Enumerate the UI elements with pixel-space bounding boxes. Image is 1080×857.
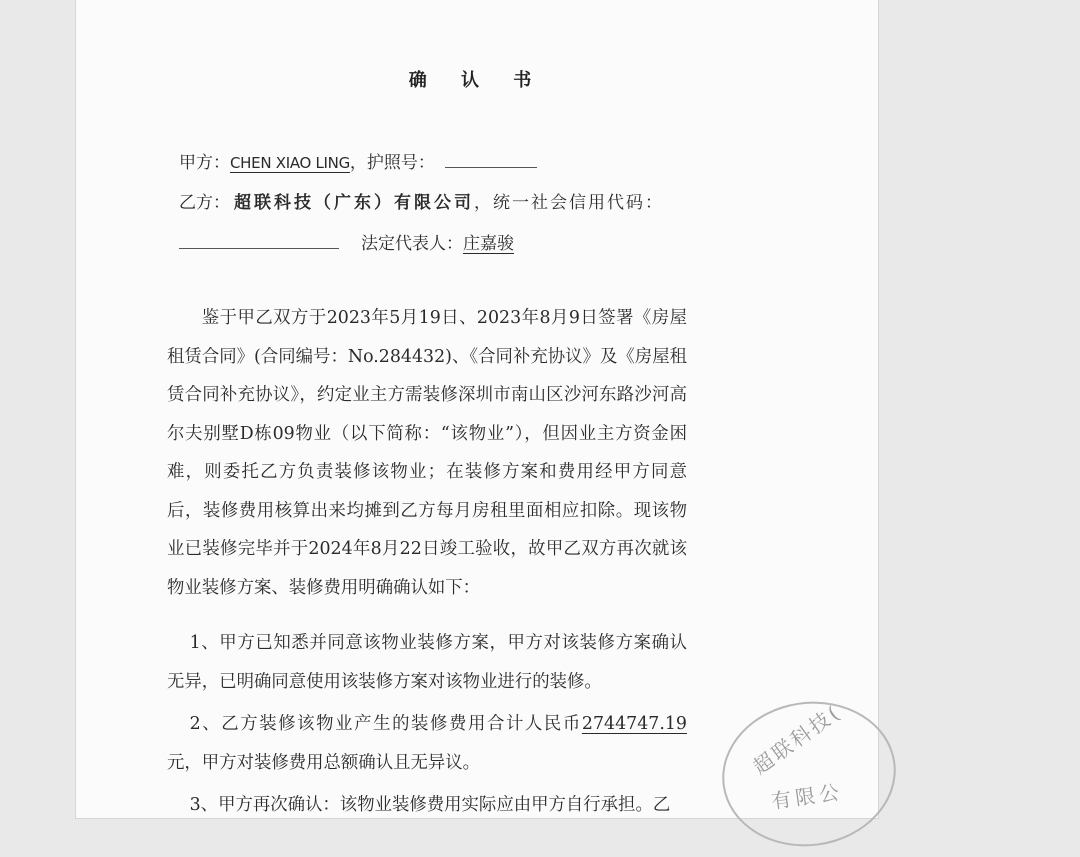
- party-a-name: CHEN XIAO LING: [230, 154, 350, 172]
- stamp-text-2: 有限公: [769, 779, 845, 814]
- party-a-line: [179, 148, 537, 173]
- company-seal-stamp: [713, 691, 905, 857]
- fee-amount: 2744747.19: [581, 714, 687, 734]
- clause-1: 1、甲方已知悉并同意该物业装修方案，甲方对该装修方案确认无异，已明确同意使用该装修方案对该物业进行的装修。: [167, 633, 687, 692]
- stamp-text-1: 超联科技(: [748, 699, 846, 780]
- passport-label: ，护照号：: [349, 153, 435, 173]
- body-paragraph: 鉴于甲乙双方于2023年5月19日、2023年8月9日签署《房屋租赁合同》(合同编号：No.284432)、《合同补充协议》及《房屋租赁合同补充协议》，约定业主方需装修深圳市南山区沙河东路沙河高尔夫别墅D栋09物业（以下简称：“该物业”），但因业主方资金困难，则委托乙方负责装修该物业；在装修方案和费用经甲方同意后，装修费用核算出来均摊到乙方每月房租里面相应扣除。现该物业已装修完毕并于2024年8月22日竣工验收，故甲乙双方再次就该物业装修方案、装修费用明确确认如下：: [167, 308, 687, 598]
- document-title: 确 认 书: [408, 70, 546, 91]
- party-b-line: [179, 188, 664, 213]
- party-a-label: 甲方：: [179, 153, 230, 173]
- representative-line: [179, 229, 514, 254]
- party-b-company: 超联科技（广东）有限公司: [234, 193, 474, 213]
- party-b-label: 乙方：: [179, 193, 230, 213]
- representative-name: 庄嘉骏: [463, 234, 514, 254]
- clause-3: 3、甲方再次确认：该物业装修费用实际应由甲方自行承担。乙: [189, 795, 671, 815]
- clause-2: [167, 705, 687, 782]
- credit-code-label: ，统一社会信用代码：: [474, 193, 664, 213]
- clause-2-text: 2、乙方装修该物业产生的装修费用合计人民币: [189, 714, 582, 734]
- document-page: [76, 0, 878, 818]
- passport-blank: [445, 153, 537, 168]
- clause-2-text-end: 元，甲方对装修费用总额确认且无异议。: [167, 752, 481, 773]
- credit-code-blank: [179, 234, 339, 249]
- representative-label: 法定代表人：: [361, 234, 463, 254]
